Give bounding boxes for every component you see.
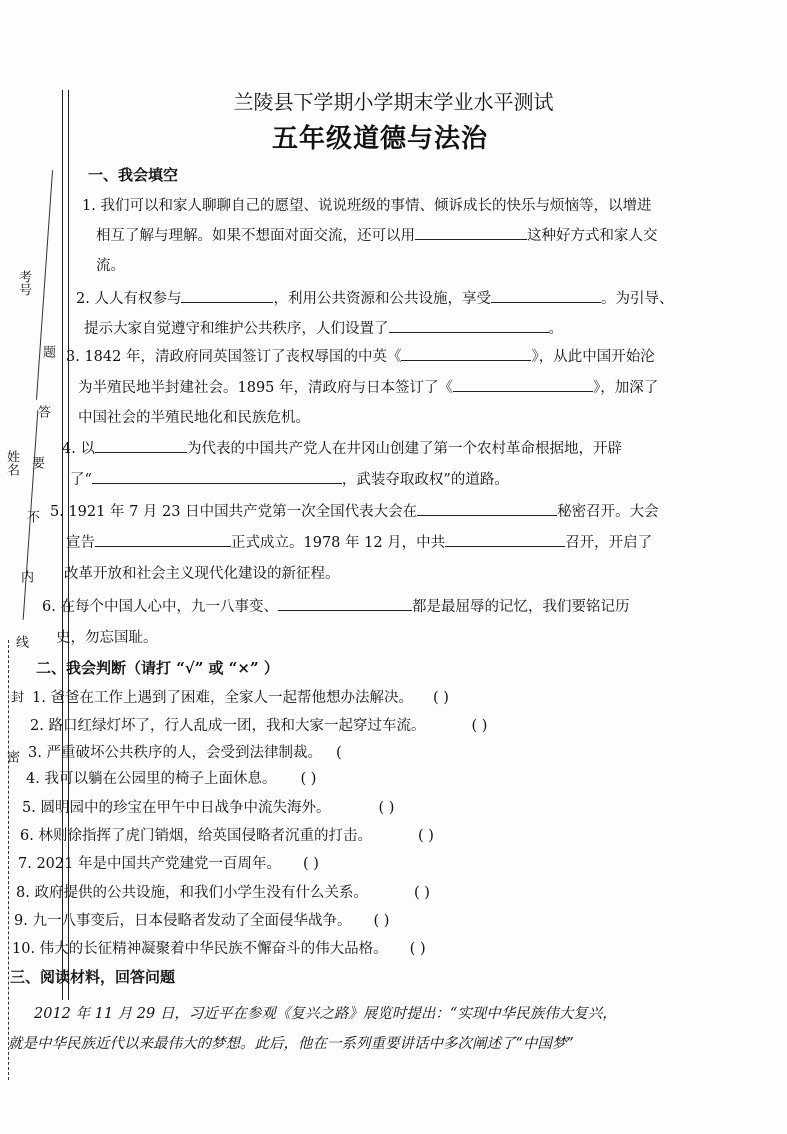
- q6-line1: 6. 在每个中国人心中，九一八事变、 都是最屈辱的记忆，我们要铭记历: [42, 595, 629, 616]
- q3-answer-blank-1[interactable]: [401, 346, 531, 361]
- seal-char: 密: [4, 750, 19, 763]
- q3-line1: 3. 1842 年，清政府同英国签订了丧权辱国的中英《 》，从此中国开始沦: [66, 345, 655, 366]
- judge-item-3: 3. 严重破坏公共秩序的人，会受到法律制裁。 (: [28, 745, 342, 761]
- seal-char: 线: [13, 635, 28, 648]
- seal-char: 要: [29, 456, 44, 469]
- q2-answer-blank-2[interactable]: [491, 288, 601, 303]
- reading-paragraph-line1: 2012 年 11 月 29 日，习近平在参观《复兴之路》展览时提出：“实现中华民族伟大复兴，: [34, 1006, 617, 1022]
- kaohao-write-line[interactable]: [36, 170, 53, 400]
- judge-answer-box[interactable]: ( ): [300, 771, 317, 787]
- q3-line3: 中国社会的半殖民地化和民族危机。: [78, 410, 310, 426]
- q1-line3: 流。: [96, 258, 125, 274]
- q4-line2: 了“ ，武装夺取政权”的道路。: [70, 468, 509, 489]
- seal-dotted-line: [8, 640, 9, 1080]
- reading-paragraph-line2: 就是中华民族近代以来最伟大的梦想。此后，他在一系列重要讲话中多次阐述了“中国梦”: [8, 1036, 574, 1052]
- q2-line1: 2. 人人有权参与 ，利用公共资源和公共设施，享受 。为引导、: [76, 287, 673, 308]
- seal-char: 内: [18, 570, 33, 583]
- exam-subject-title: 五年级道德与法治: [271, 124, 488, 154]
- q1-line1: 1. 我们可以和家人聊聊自己的愿望、说说班级的事情、倾诉成长的快乐与烦恼等，以增进: [82, 198, 652, 214]
- judge-answer-box[interactable]: ( ): [378, 800, 395, 816]
- judge-item-10: 10. 伟大的长征精神凝聚着中华民族不懈奋斗的伟大品格。 ( ): [12, 941, 426, 957]
- xingming-label: 姓名: [4, 450, 19, 476]
- q1-answer-blank[interactable]: [415, 225, 527, 240]
- section3-heading: 三、阅读材料，回答问题: [10, 968, 176, 986]
- judge-answer-box[interactable]: ( ): [302, 856, 319, 872]
- q2-answer-blank-1[interactable]: [181, 288, 273, 303]
- judge-item-5: 5. 圆明园中的珍宝在甲午中日战争中流失海外。 ( ): [22, 800, 395, 816]
- q3-answer-blank-2[interactable]: [453, 377, 593, 392]
- exam-title: 兰陵县下学期小学期末学业水平测试: [233, 90, 554, 114]
- section1-heading: 一、我会填空: [88, 166, 179, 184]
- q2-answer-blank-3[interactable]: [389, 318, 549, 333]
- q1-line2: 相互了解与理解。如果不想面对面交流，还可以用 这种好方式和家人交: [96, 224, 658, 245]
- q5-answer-blank-2[interactable]: [95, 532, 231, 547]
- judge-answer-box[interactable]: ( ): [432, 690, 449, 706]
- q6-line2: 史，勿忘国耻。: [56, 630, 158, 646]
- judge-answer-box[interactable]: ( ): [417, 828, 434, 844]
- q4-answer-blank-2[interactable]: [92, 469, 342, 484]
- q3-line2: 为半殖民地半封建社会。1895 年，清政府与日本签订了《 》，加深了: [78, 376, 658, 397]
- judge-answer-box[interactable]: ( ): [409, 941, 426, 957]
- q4-answer-blank-1[interactable]: [95, 438, 187, 453]
- q5-line2: 宣告 正式成立。1978 年 12 月，中共 召开，开启了: [66, 531, 652, 552]
- judge-answer-box[interactable]: (: [335, 745, 342, 761]
- judge-answer-box[interactable]: ( ): [413, 885, 430, 901]
- judge-answer-box[interactable]: ( ): [373, 913, 390, 929]
- seal-char: 封: [8, 690, 23, 703]
- judge-item-4: 4. 我可以躺在公园里的椅子上面休息。 ( ): [26, 771, 317, 787]
- seal-char: 答: [35, 405, 50, 418]
- judge-answer-box[interactable]: ( ): [471, 718, 488, 734]
- seal-char: 不: [24, 510, 39, 523]
- q5-line3: 改革开放和社会主义现代化建设的新征程。: [64, 566, 340, 582]
- seal-char: 题: [40, 345, 55, 358]
- q5-answer-blank-3[interactable]: [445, 532, 565, 547]
- q6-answer-blank[interactable]: [278, 596, 412, 611]
- q5-line1: 5. 1921 年 7 月 23 日中国共产党第一次全国代表大会在 秘密召开。大会: [50, 500, 659, 521]
- q2-line2: 提示大家自觉遵守和维护公共秩序，人们设置了 。: [84, 317, 563, 338]
- section2-heading: 二、我会判断（请打 “√” 或 “×” ）: [36, 659, 279, 677]
- judge-item-1: 1. 爸爸在工作上遇到了困难，全家人一起帮他想办法解决。 ( ): [32, 690, 449, 706]
- q4-line1: 4. 以 为代表的中国共产党人在井冈山创建了第一个农村革命根据地，开辟: [62, 437, 622, 458]
- judge-item-6: 6. 林则徐指挥了虎门销烟，给英国侵略者沉重的打击。 ( ): [20, 828, 434, 844]
- judge-item-9: 9. 九一八事变后，日本侵略者发动了全面侵华战争。 ( ): [14, 913, 390, 929]
- q5-answer-blank-1[interactable]: [417, 501, 557, 516]
- judge-item-7: 7. 2021 年是中国共产党建党一百周年。 ( ): [18, 856, 319, 872]
- judge-item-2: 2. 路口红绿灯坏了，行人乱成一团，我和大家一起穿过车流。 ( ): [30, 718, 488, 734]
- kaohao-label: 考号: [16, 270, 31, 296]
- judge-item-8: 8. 政府提供的公共设施，和我们小学生没有什么关系。 ( ): [16, 885, 430, 901]
